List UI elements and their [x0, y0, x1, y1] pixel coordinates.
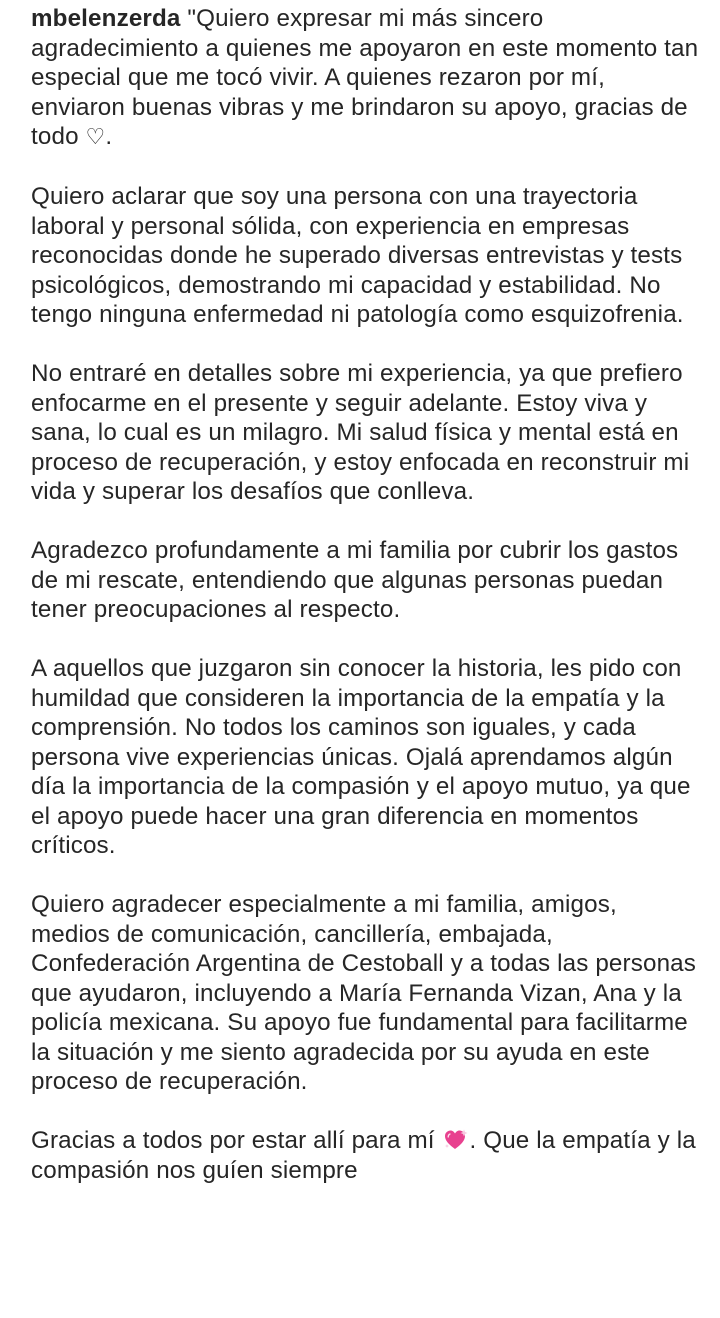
username-link[interactable]: mbelenzerda [31, 5, 181, 32]
caption-intro-text: "Quiero expresar mi más sincero agradecimiento a quienes me apoyaron en este momento tan especial que me tocó vivir. A quienes rezaron por mí, enviaron buenas vibras y me brindaron su apoyo, gracias de todo [31, 5, 699, 150]
caption-closing-text: Gracias a todos por estar allí para mí [31, 1127, 442, 1154]
caption-paragraph-5: Quiero agradecer especialmente a mi familia, amigos, medios de comunicación, cancillería, embajada, Confederación Argentina de Cestoball y a todas las personas que ayudaron, incluyendo a María Fernanda Vizan, Ana y la policía mexicana. Su apoyo fue fundamental para facilitarme la situación y me siento agradecida por su ayuda en este proceso de recuperación. [31, 891, 697, 1095]
caption-intro-paragraph [31, 4, 701, 153]
heart-outline-icon: ♡ [85, 125, 106, 150]
caption-paragraph-2: No entraré en detalles sobre mi experiencia, ya que prefiero enfocarme en el presente y seguir adelante. Estoy viva y sana, lo cual es un milagro. Mi salud física y mental está en proceso de recuperación, y estoy enfocada en reconstruir mi vida y superar los desafíos que conlleva. [31, 360, 690, 505]
caption-closing-end: . Que la empatía y la compasión nos guíen siempre [31, 1127, 696, 1184]
sparkling-heart-icon [444, 1129, 468, 1151]
caption-closing-paragraph [31, 1126, 701, 1185]
post-caption [31, 4, 701, 1215]
caption-paragraph-4: A aquellos que juzgaron sin conocer la historia, les pido con humildad que consideren la importancia de la empatía y la comprensión. No todos los caminos son iguales, y cada persona vive experiencias únicas. Ojalá aprendamos algún día la importancia de la compasión y el apoyo mutuo, ya que el apoyo puede hacer una gran diferencia en momentos críticos. [31, 655, 691, 859]
caption-paragraph-3: Agradezco profundamente a mi familia por cubrir los gastos de mi rescate, entendiendo que algunas personas puedan tener preocupaciones al respecto. [31, 537, 679, 623]
caption-intro-end: . [105, 123, 113, 150]
caption-paragraph-1: Quiero aclarar que soy una persona con una trayectoria laboral y personal sólida, con experiencia en empresas reconocidas donde he superado diversas entrevistas y tests psicológicos, demostrando mi capacidad y estabilidad. No tengo ninguna enfermedad ni patología como esquizofrenia. [31, 183, 684, 328]
